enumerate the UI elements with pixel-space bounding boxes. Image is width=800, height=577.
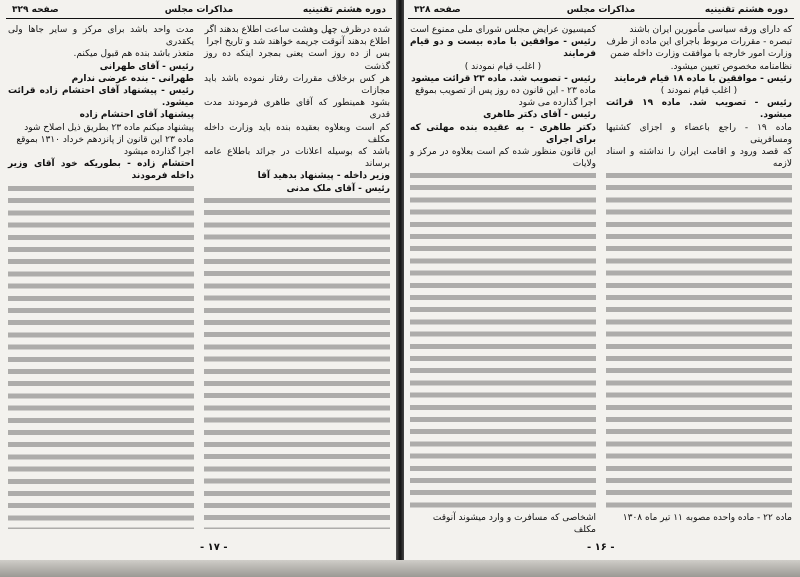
text-column-right [204, 24, 390, 529]
speaker-line: رئیس - آقای طهرانی [99, 61, 194, 72]
right-page [402, 0, 800, 560]
speaker-line: رئیس - آقای ملک مدنی [286, 183, 390, 194]
text-line: بس از ده روز است یعنی بمجرد اینکه ده روز گذشت [204, 49, 390, 72]
text-line: ماده ۱۹ - راجع باعضاء و اجزای کشتیها ومسافرینی [606, 122, 792, 145]
text-line: نظامنامه مخصوص تعیین میشود. [670, 61, 792, 72]
speaker-line: رئیس - تصویب شد. ماده ۲۳ قرائت میشود [411, 73, 596, 84]
text-line: ماده ۲۳ - این قانون ده روز پس از تصویب بموقع [415, 86, 596, 97]
page-header [6, 4, 392, 19]
book-spine [396, 0, 404, 577]
term-label: دوره هشتم تقنینیه [704, 5, 788, 15]
text-line: باشد که بوسیله اعلانات در جرائد باطلاع عامه برساند [204, 147, 390, 170]
text-line: که دارای ورقه سیاسی مأمورین ایران باشند [629, 25, 792, 35]
text-line: ماده ۲۲ - ماده واحده مصوبه ۱۱ تیر ماه ۱۳۰۸ [622, 513, 792, 523]
text-line: پیشنهاد میکنم ماده ۲۳ بطریق ذیل اصلاح شود [24, 122, 194, 133]
text-line: تبصره - مقررات مربوط باجرای این ماده از طرف [606, 37, 792, 48]
folio: - ۱۷ - [200, 542, 228, 553]
text-line: اجرا گذارده میشود [123, 147, 194, 158]
speaker-line: رئیس - موافقین با ماده بیست و دو قیام فرمایند [410, 37, 596, 60]
text-line: که قصد ورود و اقامت ایران را نداشته و اسناد لازمه [606, 147, 792, 170]
bottom-text [410, 512, 792, 536]
speaker-line: رئیس - تصویب شد. ماده ۱۹ قرائت میشود. [606, 98, 792, 121]
illegible-text-block [204, 195, 390, 529]
left-page [0, 0, 398, 560]
illegible-text-block [8, 183, 194, 529]
running-title: مذاکرات مجلس [164, 5, 234, 15]
text-line: کم است وبعلاوه بعقیده بنده باید وزارت داخله مکلف [204, 122, 390, 145]
text-line: اشخاصی که مسافرت و وارد میشوند آنوقت مکلف [432, 513, 596, 535]
illegible-text-block [606, 170, 792, 508]
text-column-right [606, 24, 792, 508]
speaker-line: رئیس - پیشنهاد آقای احتشام زاده قرائت میشود. [8, 86, 194, 109]
illegible-text-block [410, 170, 596, 508]
running-title: مذاکرات مجلس [566, 5, 636, 15]
speaker-line: رئیس - آقای دکتر طاهری [483, 110, 596, 121]
text-line: ماده ۲۳ این قانون از پانزدهم خرداد ۱۳۱۰ بموقع [16, 134, 194, 145]
speaker-line: طهرانی - بنده عرضی ندارم [71, 73, 194, 84]
page-number-label: صفحه ۳۲۹ [12, 5, 59, 15]
text-line: اجرا گذارده می شود [518, 98, 596, 109]
text-line: بشود همینطور که آقای طاهری فرمودند مدت قدری [204, 98, 390, 121]
text-line: ( اغلب قیام نمودند ) [660, 86, 738, 97]
text-line: این قانون منظور شده کم است بعلاوه در مرکز و ولایات [410, 147, 596, 170]
text-column-left [8, 24, 194, 529]
text-line: شده درظرف چهل وهشت ساعت اطلاع بدهند اگر [204, 25, 390, 35]
scan-edge [0, 560, 800, 577]
text-line: هر کس برخلاف مقررات رفتار نموده باشد باید مجازات [204, 73, 390, 97]
text-line: ( اغلب قیام نمودند ) [464, 61, 542, 72]
speaker-line: پیشنهاد آقای احتشام زاده [79, 110, 194, 121]
speaker-line: وزیر داخله - پیشنهاد بدهید آقا [257, 171, 390, 182]
text-line: مدت واحد باشد برای مرکز و سایر جاها ولی یکقدری [8, 25, 194, 48]
text-line: وزارت امور خارجه با موافقت وزارت داخله ضمن [610, 49, 792, 60]
page-number-label: صفحه ۳۲۸ [414, 5, 461, 15]
text-line: کمیسیون عرایض مجلس شورای ملی ممنوع است [410, 25, 596, 35]
speaker-line: دکتر طاهری - به عقیده بنده مهلتی که برای اجرای [410, 122, 596, 145]
speaker-line: احتشام زاده - بطوریکه خود آقای وزیر داخله فرمودند [8, 159, 194, 182]
speaker-line: رئیس - موافقین با ماده ۱۸ قیام فرمایند [614, 73, 792, 84]
text-line: متعذر باشد بنده هم قبول میکنم. [73, 49, 194, 60]
page-header [408, 4, 794, 19]
text-column-left [410, 24, 596, 508]
text-line: اطلاع بدهند آنوقت جریمه خواهند شد و تاریخ اجرا [206, 37, 390, 48]
term-label: دوره هشتم تقنینیه [302, 5, 386, 15]
folio: - ۱۶ - [587, 542, 615, 553]
